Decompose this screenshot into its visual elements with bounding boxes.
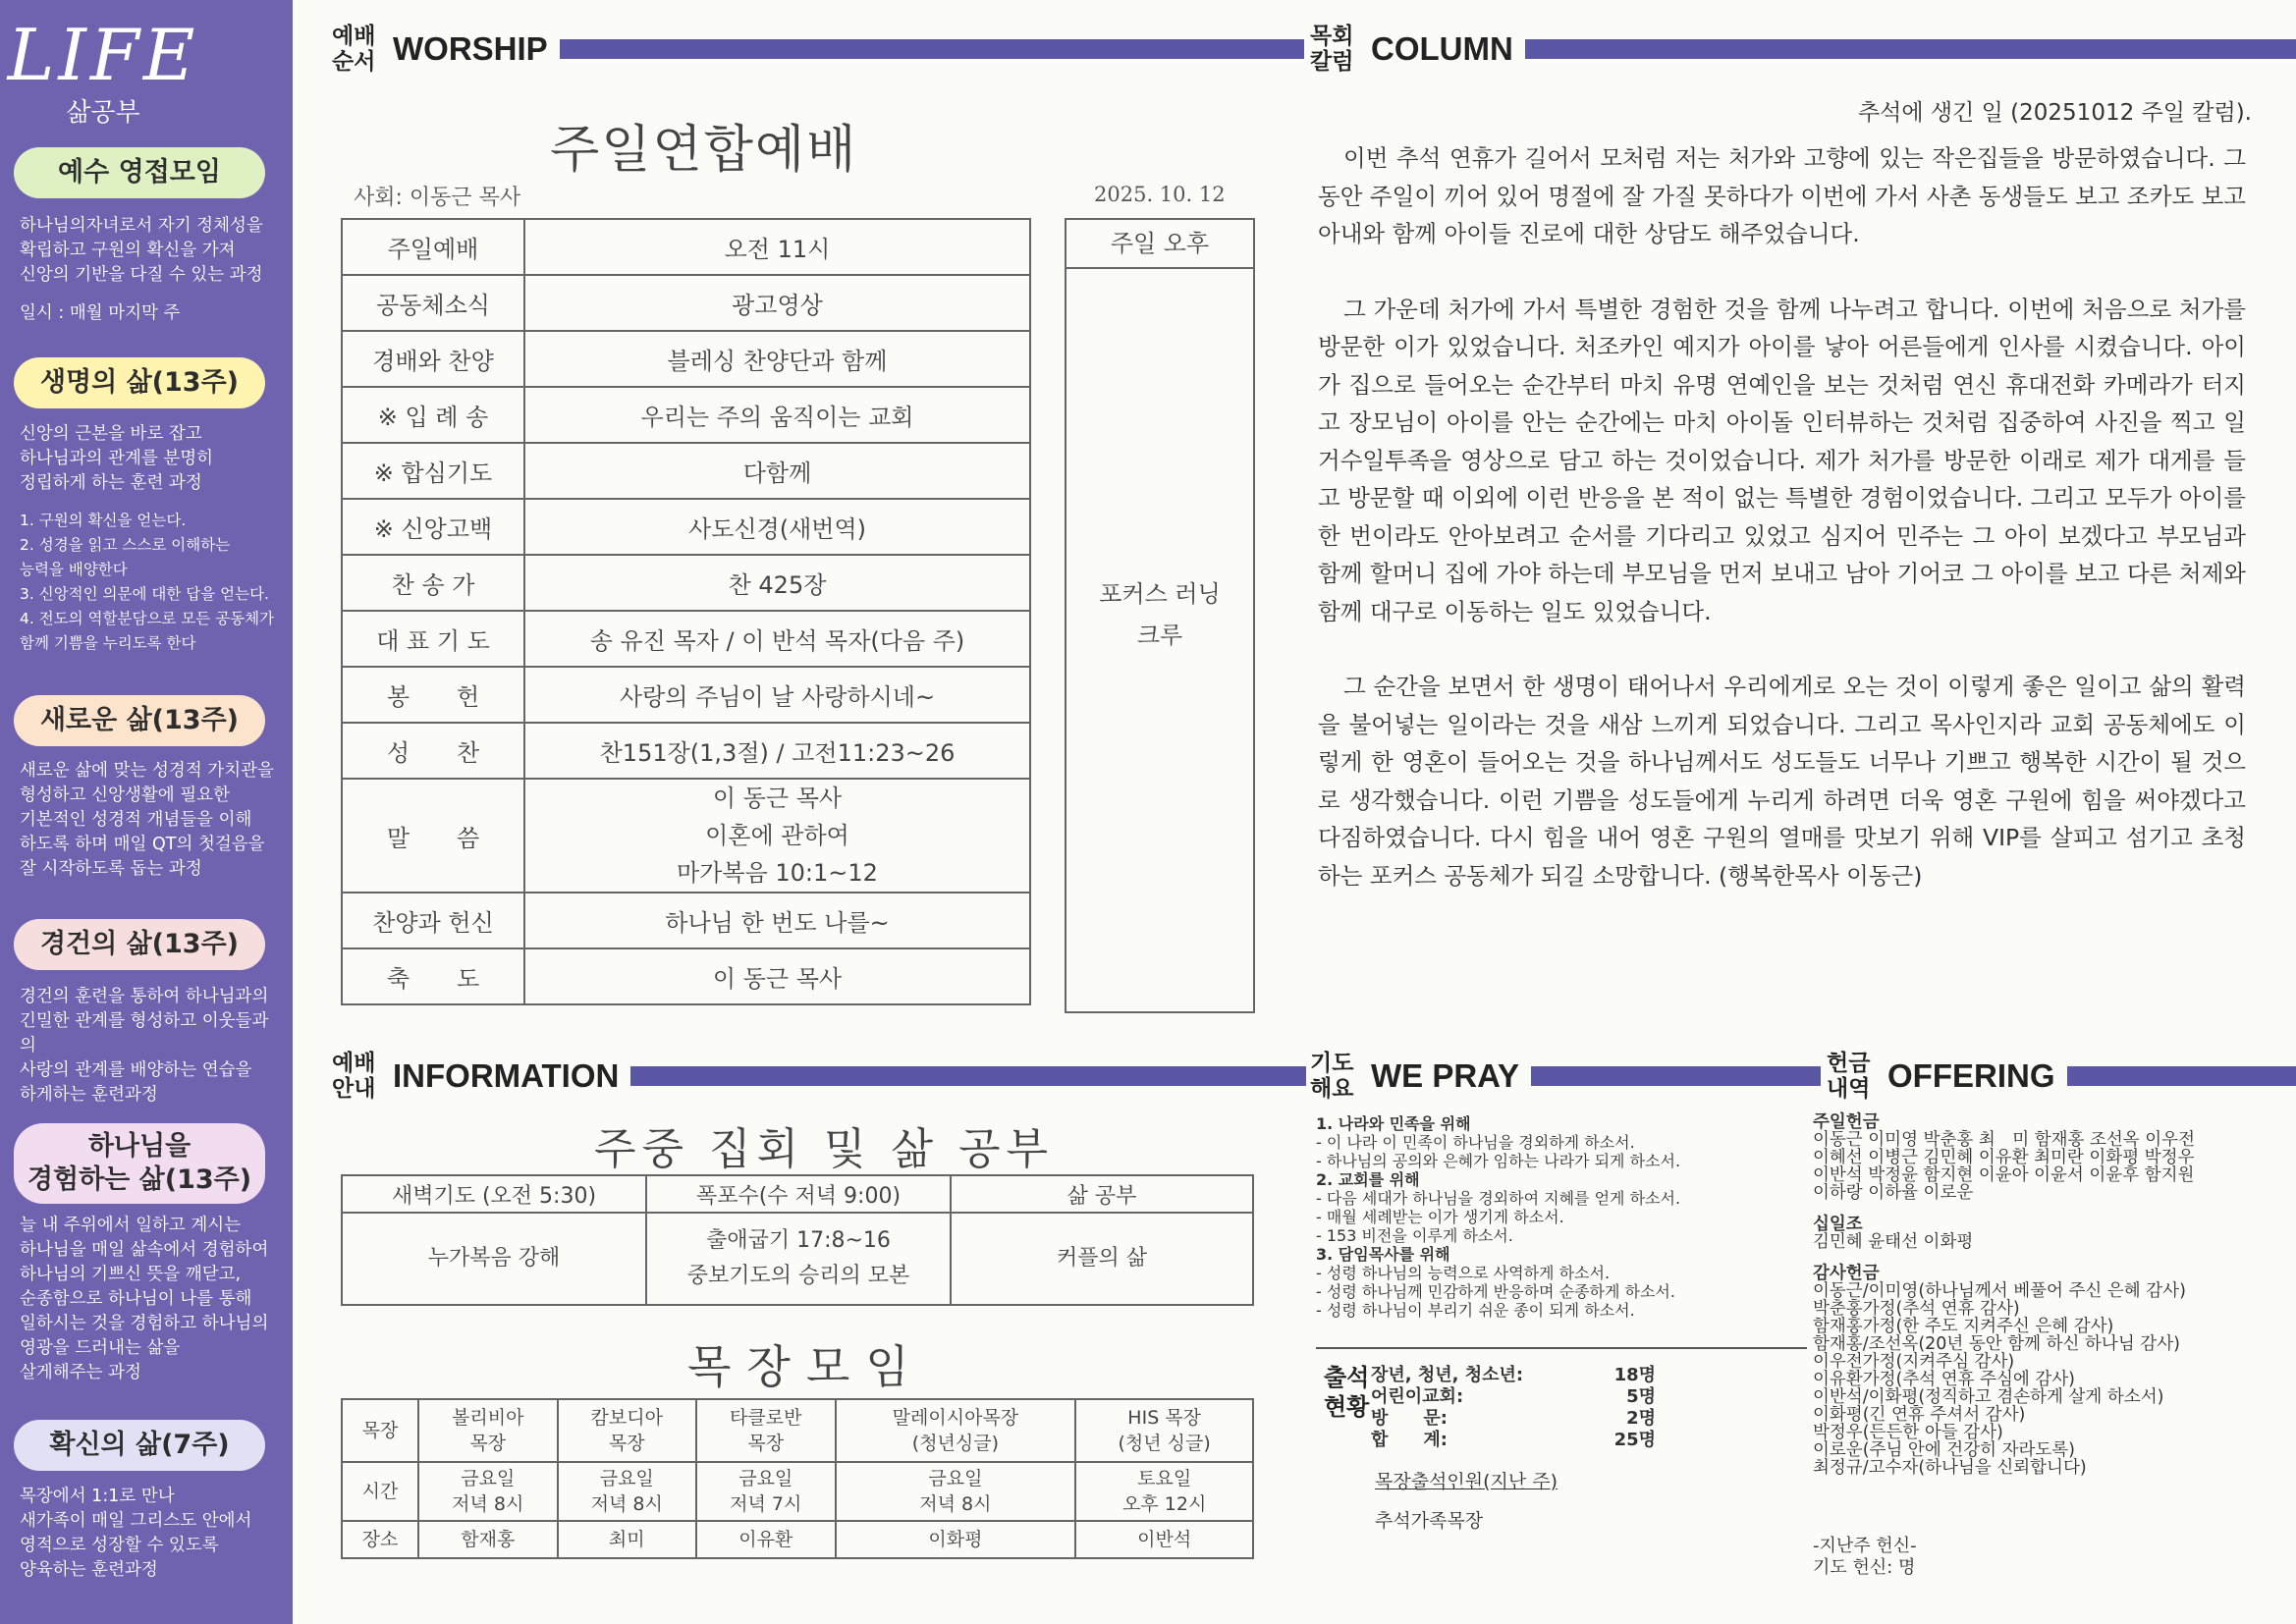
mokjang-name: 캄보디아 목장 — [558, 1399, 697, 1462]
attendance-key: 장년, 청년, 청소년: — [1371, 1365, 1524, 1385]
worship-item-value: 이 동근 목사 — [524, 948, 1030, 1004]
weekly-cell: 누가복음 강해 — [342, 1213, 646, 1305]
offering-line: 김민혜 윤태선 이화평 — [1813, 1232, 1974, 1252]
sidebar-course-desc: 하나님의자녀로서 자기 정체성을 확립하고 구원의 확신을 가져 신앙의 기반을 다질 수 있는 과정 일시 : 매월 마지막 주 — [20, 216, 263, 323]
column-subtitle: 추석에 생긴 일 (20251012 주일 칼럼). — [1857, 100, 2252, 126]
worship-item-label: 축 도 — [342, 948, 524, 1004]
offering-line: 이반석 박정윤 함지현 이윤아 이윤서 이윤후 함지원 — [1813, 1165, 2195, 1185]
worship-item-value: 블레싱 찬양단과 함께 — [524, 331, 1030, 387]
worship-item-label: ※ 신앙고백 — [342, 499, 524, 555]
chuseok-family-mokjang: 추석가족목장 — [1375, 1510, 1484, 1532]
worship-row — [342, 219, 1030, 275]
attendance-row — [1371, 1386, 1656, 1408]
offering-names — [1813, 1282, 2274, 1477]
prayer-topic: 2. 교회를 위해 — [1316, 1170, 1420, 1189]
offering-line: 이로운(주님 안에 건강히 자라도록) — [1813, 1440, 2076, 1460]
information-header-en: INFORMATION — [393, 1057, 620, 1094]
worship-row — [342, 611, 1030, 667]
worship-row — [342, 893, 1030, 948]
mokjang-place: 이반석 — [1075, 1521, 1253, 1558]
offering-line: 이우전가정(지켜주심 감사) — [1813, 1352, 2015, 1372]
worship-item-value: 사랑의 주님이 날 사랑하시네~ — [524, 667, 1030, 723]
worship-header-ko: 예배 순서 — [332, 24, 376, 75]
worship-item-label: 경배와 찬양 — [342, 331, 524, 387]
attendance-value: 18명 — [1613, 1365, 1656, 1385]
offering-list — [1813, 1113, 2274, 1477]
attendance-rows — [1371, 1365, 1656, 1451]
offering-category: 감사헌금 — [1813, 1264, 1880, 1283]
worship-item-value: 다함께 — [524, 443, 1030, 499]
attendance-key: 어린이교회: — [1371, 1386, 1464, 1407]
attendance-value: 2명 — [1626, 1408, 1656, 1429]
mokjang-name: 볼리비아 목장 — [418, 1399, 558, 1462]
offering-line: 이혜선 이병근 김민혜 이유환 최미란 이화평 박정우 — [1813, 1148, 2195, 1167]
worship-item-value: 오전 11시 — [524, 219, 1030, 275]
weekly-head: 삶 공부 — [951, 1175, 1253, 1213]
offering-footer: -지난주 헌신- 기도 헌신: 명 — [1813, 1536, 1917, 1578]
attendance-value: 5명 — [1626, 1386, 1656, 1407]
attendance-value: 25명 — [1613, 1430, 1656, 1450]
offering-header-ko: 헌금 내역 — [1827, 1051, 1871, 1102]
worship-item-value: 광고영상 — [524, 275, 1030, 331]
worship-item-value: 사도신경(새번역) — [524, 499, 1030, 555]
attendance-key: 방 문: — [1371, 1408, 1448, 1429]
logo-title: LIFE — [7, 14, 199, 96]
offering-line: 이유환가정(추석 연휴 주심에 감사) — [1813, 1370, 2076, 1389]
weekly-head: 새벽기도 (오전 5:30) — [342, 1175, 646, 1213]
mokjang-row-label: 시간 — [342, 1462, 418, 1521]
worship-row — [342, 331, 1030, 387]
mokjang-row-label: 목장 — [342, 1399, 418, 1462]
information-header — [332, 1047, 1306, 1106]
attendance-row — [1371, 1365, 1656, 1386]
prayer-line: - 성령 하나님께 민감하게 반응하며 순종하게 하소서. — [1316, 1282, 1675, 1301]
worship-item-label: 말 씀 — [342, 779, 524, 893]
column-header-ko: 목회 칼럼 — [1310, 24, 1354, 75]
mokjang-table — [341, 1398, 1254, 1559]
sidebar-course-title: 확신의 삶(7주) — [14, 1420, 265, 1471]
pray-header — [1310, 1047, 1821, 1106]
sidebar-course-title: 경건의 삶(13주) — [14, 919, 265, 970]
offering-line: 최정규/고수자(하나님을 신뢰합니다) — [1813, 1458, 2087, 1478]
worship-row — [342, 779, 1030, 893]
worship-row — [342, 667, 1030, 723]
worship-header — [332, 20, 1304, 79]
weekly-cell: 출애굽기 17:8~16 중보기도의 승리의 모본 — [646, 1213, 951, 1305]
worship-row — [342, 948, 1030, 1004]
column-body — [1318, 139, 2246, 932]
worship-item-line: 이혼에 관하여 — [705, 822, 849, 849]
worship-item-label: 찬양과 헌신 — [342, 893, 524, 948]
pray-header-ko: 기도 해요 — [1310, 1051, 1354, 1102]
mokjang-place: 최미 — [558, 1521, 697, 1558]
mokjang-place: 이화평 — [836, 1521, 1076, 1558]
mokjang-time: 금요일 저녁 7시 — [696, 1462, 836, 1521]
worship-row — [342, 387, 1030, 443]
header-bar — [1525, 39, 2296, 59]
worship-item-line: 이 동근 목사 — [712, 785, 843, 812]
mokjang-name: HIS 목장 (청년 싱글) — [1075, 1399, 1253, 1462]
sidebar-course-desc: 새로운 삶에 맞는 성경적 가치관을 형성하고 신앙생활에 필요한 기본적인 성경적 개념들을 이해 하도록 하며 매일 QT의 첫걸음을 잘 시작하도록 돕는 과정 — [20, 761, 274, 879]
prayer-line: - 하나님의 공의와 은혜가 임하는 나라가 되게 하소서. — [1316, 1152, 1681, 1170]
life-logo — [0, 14, 206, 129]
information-header-ko: 예배 안내 — [332, 1051, 376, 1102]
column-header-en: COLUMN — [1371, 30, 1513, 67]
header-bar — [560, 39, 1304, 59]
offering-category: 주일헌금 — [1813, 1112, 1880, 1132]
offering-header-en: OFFERING — [1887, 1057, 2055, 1094]
sidebar-course-desc: 경건의 훈련을 통하여 하나님과의 긴밀한 관계를 형성하고 이웃들과의 사랑의 관계를 배양하는 연습을 하게하는 훈련과정 — [20, 987, 269, 1105]
offering-line: 박정우(든든한 아들 감사) — [1813, 1423, 2003, 1442]
attendance-key: 합 계: — [1371, 1430, 1448, 1450]
weekly-meetings-title: 주중 집회 및 삶 공부 — [594, 1124, 1054, 1174]
worship-item-value — [524, 779, 1030, 893]
offering-category: 십일조 — [1813, 1215, 1863, 1234]
mokjang-name: 타클로반 목장 — [696, 1399, 836, 1462]
prayer-line: - 매월 세례받는 이가 생기게 하소서. — [1316, 1208, 1564, 1226]
worship-item-value: 찬151장(1,3절) / 고전11:23~26 — [524, 723, 1030, 779]
worship-header-en: WORSHIP — [393, 30, 548, 67]
column-paragraph: 그 순간을 보면서 한 생명이 태어나서 우리에게로 오는 것이 이렇게 좋은 일이고 삶의 활력을 불어넣는 일이라는 것을 새삼 느끼게 되었습니다. 그리고 목사인지라 교회 공동체에도 이렇게 한 영혼이 들어오는 것을 하나님께서도 성도들도 너무나 기쁘고 행복한 시간이 될 것으로 생각했습니다. 이런 기쁨을 성도들에게 누리게 하려면 더욱 영혼 구원에 힘을 써야겠다고 다짐하였습니다. 다시 힘을 내어 영혼 구원의 열매를 맛보기 위해 VIP를 살피고 섬기고 초청하는 포커스 공동체가 되길 소망합니다. (행복한목사 이동근) — [1318, 673, 2246, 890]
prayer-line: - 성령 하나님의 능력으로 사역하게 하소서. — [1316, 1264, 1611, 1282]
mokjang-row-label: 장소 — [342, 1521, 418, 1558]
worship-item-label: 공동체소식 — [342, 275, 524, 331]
worship-title: 주일연합예배 — [550, 121, 858, 180]
sidebar-course-title: 예수 영접모임 — [14, 147, 265, 198]
offering-line: 이반석/이화평(정직하고 겸손하게 살게 하소서) — [1813, 1387, 2164, 1407]
offering-names — [1813, 1233, 2274, 1251]
prayer-line: - 이 나라 이 민족이 하나님을 경외하게 하소서. — [1316, 1133, 1635, 1152]
worship-item-line: 마가복음 10:1~12 — [677, 859, 878, 887]
offering-line: 이동근/이미영(하나님께서 베풀어 주신 은혜 감사) — [1813, 1281, 2186, 1301]
worship-item-label: ※ 합심기도 — [342, 443, 524, 499]
worship-item-label: 주일예배 — [342, 219, 524, 275]
mokjang-time: 금요일 저녁 8시 — [418, 1462, 558, 1521]
worship-item-value: 하나님 한 번도 나를~ — [524, 893, 1030, 948]
worship-row — [342, 443, 1030, 499]
worship-item-label: ※ 입 례 송 — [342, 387, 524, 443]
prayer-line: - 성령 하나님이 부리기 쉬운 종이 되게 하소서. — [1316, 1301, 1635, 1320]
worship-item-label: 성 찬 — [342, 723, 524, 779]
mokjang-title: 목장모임 — [687, 1340, 925, 1393]
weekly-meetings-table — [341, 1174, 1254, 1306]
attendance-row — [1371, 1408, 1656, 1430]
offering-line: 함재홍/조선옥(20년 동안 함께 하신 하나님 감사) — [1813, 1334, 2180, 1354]
header-bar — [630, 1066, 1306, 1086]
worship-row — [342, 723, 1030, 779]
offering-line: 함재홍가정(한 주도 지켜주신 은혜 감사) — [1813, 1317, 2114, 1336]
mokjang-time: 토요일 오후 12시 — [1075, 1462, 1253, 1521]
worship-item-label: 찬 송 가 — [342, 555, 524, 611]
worship-item-value: 찬 425장 — [524, 555, 1030, 611]
afternoon-service-box — [1065, 218, 1255, 1013]
worship-item-value: 송 유진 목자 / 이 반석 목자(다음 주) — [524, 611, 1030, 667]
afternoon-title: 주일 오후 — [1066, 220, 1253, 269]
pray-header-en: WE PRAY — [1371, 1057, 1519, 1094]
weekly-head: 폭포수(수 저녁 9:00) — [646, 1175, 951, 1213]
header-bar — [1531, 1066, 1821, 1086]
worship-order-table — [341, 218, 1031, 1005]
prayer-topic: 1. 나라와 민족을 위해 — [1316, 1114, 1471, 1133]
worship-host: 사회: 이동근 목사 — [354, 186, 521, 210]
sidebar-course-title: 하나님을 경험하는 삶(13주) — [14, 1123, 265, 1204]
offering-line: 이동근 이미영 박춘홍 최 미 함재홍 조선옥 이우전 — [1813, 1130, 2195, 1150]
attendance-label: 출석 현황 — [1324, 1364, 1370, 1421]
worship-item-label: 대 표 기 도 — [342, 611, 524, 667]
column-header — [1310, 20, 2296, 79]
worship-row — [342, 499, 1030, 555]
offering-line: 이화평(긴 연휴 주셔서 감사) — [1813, 1405, 2026, 1425]
sidebar-course-title: 생명의 삶(13주) — [14, 357, 265, 408]
prayer-list — [1316, 1114, 1827, 1320]
sidebar-course-goals: 1. 구원의 확신을 얻는다. 2. 성경을 읽고 스스로 이해하는 능력을 배양한다 3. 신앙적인 의문에 대한 답을 얻는다. 4. 전도의 역할분담으로 모든 공동체가 함께 기쁨을 누리도록 한다 — [20, 512, 275, 652]
header-bar — [2067, 1066, 2296, 1086]
mokjang-place: 함재홍 — [418, 1521, 558, 1558]
offering-line: 이하랑 이하율 이로운 — [1813, 1183, 1974, 1203]
worship-item-value: 우리는 주의 움직이는 교회 — [524, 387, 1030, 443]
sidebar-course-desc: 신앙의 근본을 바로 잡고 하나님과의 관계를 분명히 정립하게 하는 훈련 과정 — [20, 424, 214, 493]
worship-row — [342, 555, 1030, 611]
afternoon-content: 포커스 러닝 크루 — [1099, 580, 1221, 649]
worship-date: 2025. 10. 12 — [1094, 183, 1226, 206]
prayer-topic: 3. 담임목사를 위해 — [1316, 1245, 1450, 1264]
mokjang-name: 말레이시아목장 (청년싱글) — [836, 1399, 1076, 1462]
divider — [1316, 1347, 1807, 1349]
attendance-row — [1371, 1430, 1656, 1451]
logo-subtitle: 삶공부 — [66, 98, 140, 128]
prayer-line: - 153 비전을 이루게 하소서. — [1316, 1226, 1513, 1245]
column-paragraph: 그 가운데 처가에 가서 특별한 경험한 것을 함께 나누려고 합니다. 이번에 처음으로 처가를 방문한 이가 있었습니다. 처조카인 예지가 아이를 낳아 어른들에게 인사를 시켰습니다. 아이가 집으로 들어오는 순간부터 마치 유명 연예인을 보는 것처럼 연신 휴대전화 카메라가 터지고 장모님이 아이를 안는 순간에는 마치 아이돌 인터뷰하는 것처럼 집중하여 사진을 찍고 일거수일투족을 영상으로 담고 하는 것이었습니다. 제가 처가를 방문한 이래로 제가 대게를 들고 방문할 때 이외에 이런 반응을 본 적이 없는 특별한 경험이었습니다. 그리고 모두가 아이를 한 번이라도 안아보려고 순서를 기다리고 있었고 심지어 민주는 그 아이 보겠다고 부모님과 함께 할머니 집에 가야 하는데 부모님을 먼저 보내고 남아 기어코 그 아이를 보고 다른 처제와 함께 대구로 이동하는 일도 있었습니다. — [1318, 295, 2246, 625]
weekly-cell: 커플의 삶 — [951, 1213, 1253, 1305]
prayer-line: - 다음 세대가 하나님을 경외하여 지혜를 얻게 하소서. — [1316, 1189, 1681, 1208]
sidebar — [0, 0, 293, 1624]
sidebar-course-desc: 목장에서 1:1로 만나 새가족이 매일 그리스도 안에서 영적으로 성장할 수 있도록 양육하는 훈련과정 — [20, 1487, 252, 1580]
mokjang-time: 금요일 저녁 8시 — [558, 1462, 697, 1521]
sidebar-course-desc: 늘 내 주위에서 일하고 계시는 하나님을 매일 삶속에서 경험하여 하나님의 기쁘신 뜻을 깨닫고, 순종함으로 하나님이 나를 통해 일하시는 것을 경험하고 하나님의 영광을 드러내는 삶을 살게해주는 과정 — [20, 1216, 269, 1382]
sidebar-course-title: 새로운 삶(13주) — [14, 695, 265, 746]
worship-row — [342, 275, 1030, 331]
mokjang-attendance-label: 목장출석인원(지난 주) — [1375, 1471, 1558, 1492]
mokjang-time: 금요일 저녁 8시 — [836, 1462, 1076, 1521]
offering-line: 박춘홍가정(추석 연휴 감사) — [1813, 1299, 2020, 1319]
offering-header — [1827, 1047, 2296, 1106]
offering-names — [1813, 1131, 2274, 1202]
worship-item-label: 봉 헌 — [342, 667, 524, 723]
mokjang-place: 이유환 — [696, 1521, 836, 1558]
column-paragraph: 이번 추석 연휴가 길어서 모처럼 저는 처가와 고향에 있는 작은집들을 방문하였습니다. 그동안 주일이 끼어 있어 명절에 잘 가질 못하다가 이번에 가서 사촌 동생들도 보고 조카도 보고 아내와 함께 아이들 진로에 대한 상담도 해주었습니다. — [1318, 144, 2246, 247]
